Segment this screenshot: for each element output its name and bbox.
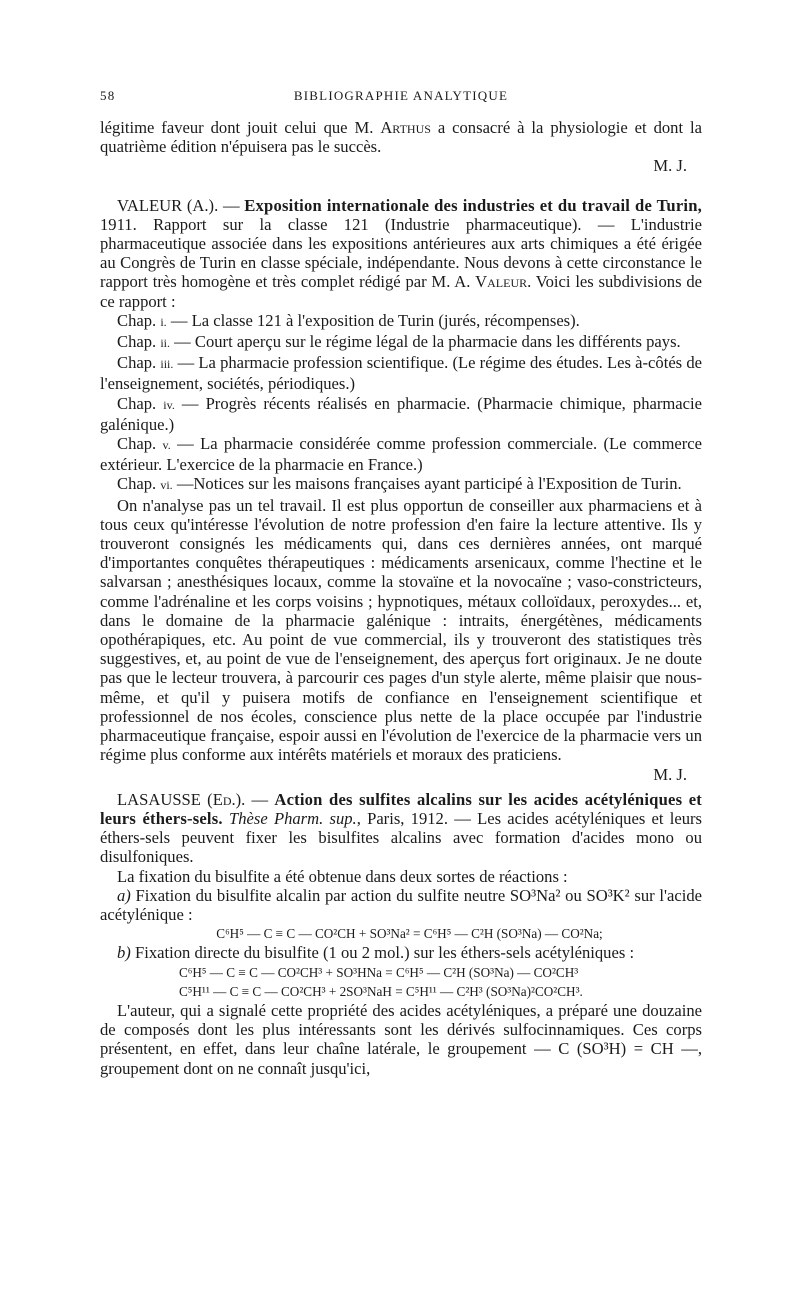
chapter-label: Chap. <box>117 353 161 373</box>
item-text: Fixation du bisulfite alcalin par action du sulfite neutre SO³Na² ou SO³K² sur l'acide acétylénique : <box>100 885 702 924</box>
chapter-label: Chap. <box>117 310 161 330</box>
review-source: Thèse Pharm. sup. <box>222 808 357 828</box>
item-label: b) <box>117 943 131 963</box>
chapter-label: Chap. <box>117 332 161 352</box>
chapter-label: Chap. <box>117 434 163 454</box>
review-paragraph: L'auteur, qui a signalé cette propriété des acides acétyléniques, a préparé une douzaine de composés dont les plus intéressants sont les dérivés sulfocinnamiques. Ces corps présentent, en effet, dans leur chaîne latérale, le groupement — C (SO³H) = CH —, groupement dont on ne connaît jusqu'ici, <box>100 1000 702 1078</box>
chapter-item <box>100 353 702 393</box>
chapter-text: —Notices sur les maisons françaises ayant participé à l'Exposition de Turin. <box>172 474 682 494</box>
running-title: BIBLIOGRAPHIE ANALYTIQUE <box>293 88 509 103</box>
review-author: VALEUR (A.). — <box>117 195 245 215</box>
page <box>100 0 702 1293</box>
review-valeur-heading <box>100 196 702 311</box>
chapter-item <box>100 332 702 353</box>
chapter-text: — La classe 121 à l'exposition de Turin (jurés, récompenses). <box>166 310 580 330</box>
formula-a: C⁶H⁵ — C ≡ C — CO²CH + SO³Na² = C⁶H⁵ — C²H (SO³Na) — CO²Na; <box>216 926 603 942</box>
review-title: Exposition internationale des industries et du travail de Turin, <box>244 195 703 215</box>
chapter-item <box>100 474 702 495</box>
signature: M. J. <box>653 156 687 176</box>
paragraph-text: a consacré à la physiologie et dont la quatrième édition n'épuisera pas le succès. <box>100 118 702 157</box>
chapter-number: vi. <box>160 478 173 493</box>
signature: M. J. <box>653 764 687 784</box>
chapter-item <box>100 311 702 332</box>
chapter-text: — Progrès récents réalisés en pharmacie. (Pharmacie chimique, pharmacie galénique.) <box>100 393 703 434</box>
page-number: 58 <box>100 88 116 103</box>
paragraph-text: légitime faveur dont jouit celui que M. <box>100 118 381 137</box>
page-body <box>100 118 702 1078</box>
reaction-a <box>100 886 702 924</box>
review-text: , Paris, 1912. — Les acides acétyléniques et leurs éthers-sels peuvent fixer les bisulfites alcalins avec formation d'acides mono ou disulfoniques. <box>100 808 702 867</box>
chapter-text: — Court aperçu sur le régime légal de la pharmacie dans les différents pays. <box>170 332 681 352</box>
item-text: Fixation directe du bisulfite (1 ou 2 mol.) sur les éthers-sels acétyléniques : <box>130 943 635 963</box>
chapter-number: iv. <box>163 397 175 412</box>
review-valeur-body: On n'analyse pas un tel travail. Il est plus opportun de conseiller aux pharmaciens et à tous ceux qu'intéresse l'évolution de notre profession d'en faire la lecture attentive. Ils y trouveront consignés les médicaments qui, dans ces dernières années, ont marqué d'importantes conquêtes thérapeutiques : médicaments arsenicaux, comme l'hectine et le salvarsan ; anesthésiques locaux, comme la stovaïne et la novocaïne ; vaso-constricteurs, comme l'adrénaline et les corps voisins ; hypnotiques, métaux colloïdaux, peroxydes... et, dans le domaine de la pharmacie galénique : intraits, énergétènes, médicaments opothérapiques, etc. Au point de vue commercial, ils y trouveront des statistiques très suggestives, et, au point de vue de l'enseignement, des aperçus fort originaux. Je ne doute pas que le lecteur trouvera, à parcourir ces pages d'un style alerte, même plaisir que nous-même, et qu'il y puisera motifs de confiance en l'enseignement scientifique et professionnel de nos écoles, conscience plus nette de la place occupée par l'industrie pharmaceutique française, espoir aussi en l'évolution de l'exercice de la pharmacie vers un régime plus conforme aux intérêts matériels et moraux des praticiens. <box>100 495 702 765</box>
author-name: Ed. <box>212 789 236 809</box>
review-title: Action des sulfites alcalins sur les acides acétyléniques et leurs éthers-sels. <box>100 789 702 828</box>
chapter-number: iii. <box>160 357 174 372</box>
author-name: Arthus <box>380 118 431 137</box>
reaction-b <box>100 943 702 962</box>
chapter-text: — La pharmacie considérée comme profession commerciale. (Le commerce extérieur. L'exercice de la pharmacie en France.) <box>100 434 702 475</box>
chapter-item <box>100 434 702 474</box>
continued-paragraph <box>100 118 702 156</box>
chapter-number: ii. <box>160 336 170 351</box>
running-head <box>100 88 702 118</box>
formula-b2: C⁵H¹¹ — C ≡ C — CO²CH³ + 2SO³NaH = C⁵H¹¹ — C²H³ (SO³Na)²CO²CH³. <box>179 983 583 999</box>
review-author: LASAUSSE ( <box>117 789 213 809</box>
author-name: Valeur <box>475 272 528 292</box>
formula-b1: C⁶H⁵ — C ≡ C — CO²CH³ + SO³HNa = C⁶H⁵ — C²H (SO³Na) — CO²CH³ <box>179 964 579 980</box>
review-lasausse-heading <box>100 790 702 867</box>
review-text: 1911. Rapport sur la classe 121 (Industrie pharmaceutique). — L'industrie pharmaceutique associée dans les expositions antérieures aux arts chimiques a été érigée au Congrès de Turin en classe spéciale, indépendante. Nous devons à cette circonstance le rapport très homogène et très complet rédigé par M. A. <box>100 214 702 292</box>
chapter-label: Chap. <box>117 393 164 413</box>
item-label: a) <box>117 885 131 905</box>
review-paragraph: La fixation du bisulfite a été obtenue dans deux sortes de réactions : <box>117 866 568 886</box>
review-text: . Voici les subdivisions de ce rapport : <box>100 272 702 311</box>
chapter-text: — La pharmacie profession scientifique. (Le régime des études. Les à-côtés de l'enseignement, sociétés, périodiques.) <box>100 353 702 394</box>
review-author: ). — <box>235 789 275 809</box>
chapter-number: v. <box>162 438 171 453</box>
chapter-label: Chap. <box>117 474 161 494</box>
chapter-number: i. <box>160 314 167 329</box>
chapter-item <box>100 394 702 434</box>
